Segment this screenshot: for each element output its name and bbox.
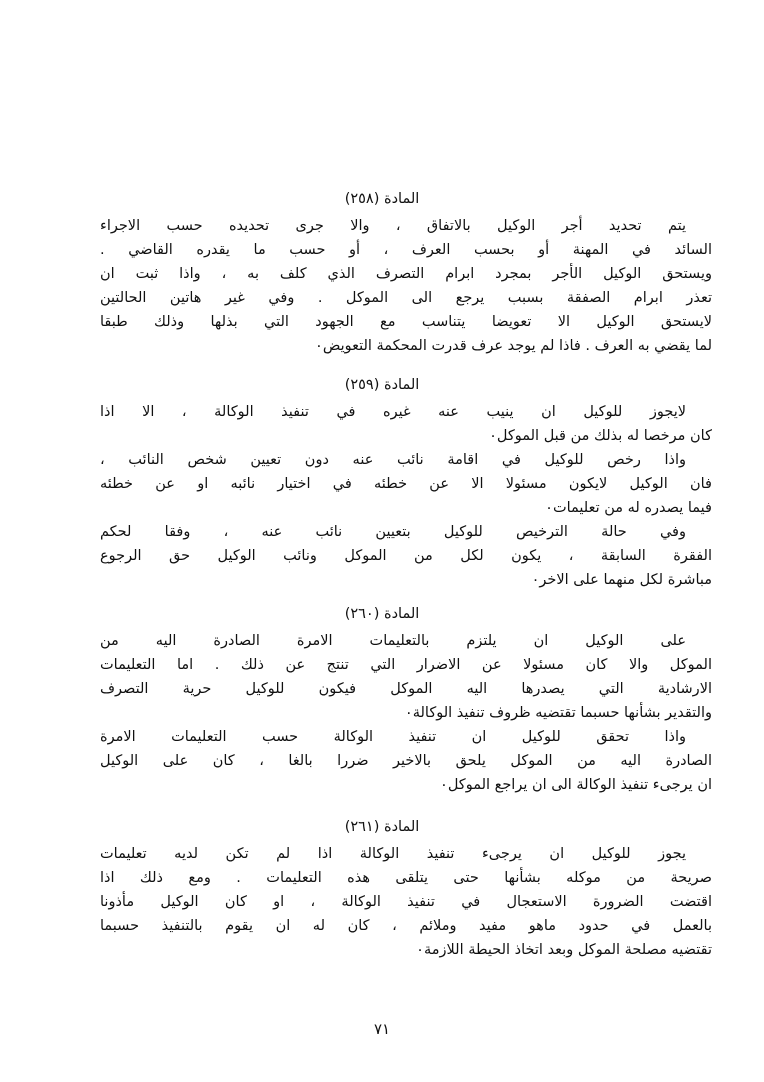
article-260-line-6: الصادرة اليه من الموكل يلحق بالاخير ضررا بالغا ، كان على الوكيل xyxy=(100,753,712,769)
article-258-heading: المادة (٢٥٨) xyxy=(344,191,420,207)
article-261-line-5: تقتضيه مصلحة الموكل وبعد اتخاذ الحيطة اللازمة٠ xyxy=(416,942,712,958)
article-260-line-1: على الوكيل ان يلتزم بالتعليمات الامرة الصادرة اليه من xyxy=(100,633,686,649)
article-259-line-7: الفقرة السابقة ، يكون لكل من الموكل ونائب الوكيل حق الرجوع xyxy=(100,548,712,564)
article-258-line-2: السائد في المهنة أو بحسب العرف ، أو حسب ما يقدره القاضي . xyxy=(100,242,712,258)
article-260-line-7: ان يرجىء تنفيذ الوكالة الى ان يراجع الموكل٠ xyxy=(440,777,712,793)
article-260-heading: المادة (٢٦٠) xyxy=(344,606,420,622)
article-259-line-6: وفي حالة الترخيص للوكيل بتعيين نائب عنه ، وفقا لحكم xyxy=(100,524,686,540)
article-260-line-5: واذا تحقق للوكيل ان تنفيذ الوكالة حسب التعليمات الامرة xyxy=(100,729,686,745)
article-261-line-3: اقتضت الضرورة الاستعجال في تنفيذ الوكالة ، او كان الوكيل مأذونا xyxy=(100,894,712,910)
article-259-line-1: لايجوز للوكيل ان ينيب عنه غيره في تنفيذ الوكالة ، الا اذا xyxy=(100,404,686,420)
article-258-line-5: لايستحق الوكيل الا تعويضا يتناسب مع الجهود التي بذلها وذلك طبقا xyxy=(100,314,712,330)
article-259-line-5: فيما يصدره له من تعليمات٠ xyxy=(545,500,712,516)
article-258-line-3: ويستحق الوكيل الأجر بمجرد ابرام التصرف الذي كلف به ، واذا ثبت ان xyxy=(100,266,712,282)
article-258-line-6: لما يقضي به العرف . فاذا لم يوجد عرف قدرت المحكمة التعويض٠ xyxy=(315,338,712,354)
article-258-line-4: تعذر ابرام الصفقة بسبب يرجع الى الموكل . وفي غير هاتين الحالتين xyxy=(100,290,712,306)
article-259-line-3: واذا رخص للوكيل في اقامة نائب عنه دون تعيين شخص النائب ، xyxy=(100,452,686,468)
article-261-line-2: صريحة من موكله بشأنها حتى يتلقى هذه التعليمات . ومع ذلك اذا xyxy=(100,870,712,886)
article-259-line-2: كان مرخصا له بذلك من قبل الموكل٠ xyxy=(489,428,712,444)
article-259-line-4: فان الوكيل لايكون مسئولا الا عن خطئه في اختيار نائبه او عن خطئه xyxy=(100,476,712,492)
article-260-line-4: والتقدير بشأنها حسبما تقتضيه ظروف تنفيذ الوكالة٠ xyxy=(404,705,712,721)
page-number: ٧١ xyxy=(373,1020,391,1038)
article-260-line-3: الارشادية التي يصدرها اليه الموكل فيكون للوكيل حرية التصرف xyxy=(100,681,712,697)
article-259-heading: المادة (٢٥٩) xyxy=(344,377,420,393)
article-261-line-1: يجوز للوكيل ان يرجىء تنفيذ الوكالة اذا لم تكن لديه تعليمات xyxy=(100,846,686,862)
article-260-line-2: الموكل والا كان مسئولا عن الاضرار التي تنتج عن ذلك . اما التعليمات xyxy=(100,657,712,673)
article-261-line-4: بالعمل في حدود ماهو مفيد وملائم ، كان له ان يقوم بالتنفيذ حسبما xyxy=(100,918,712,934)
article-258-line-1: يتم تحديد أجر الوكيل بالاتفاق ، والا جرى تحديده حسب الاجراء xyxy=(100,218,686,234)
article-261-heading: المادة (٢٦١) xyxy=(344,819,420,835)
article-259-line-8: مباشرة لكل منهما على الاخر٠ xyxy=(531,572,712,588)
